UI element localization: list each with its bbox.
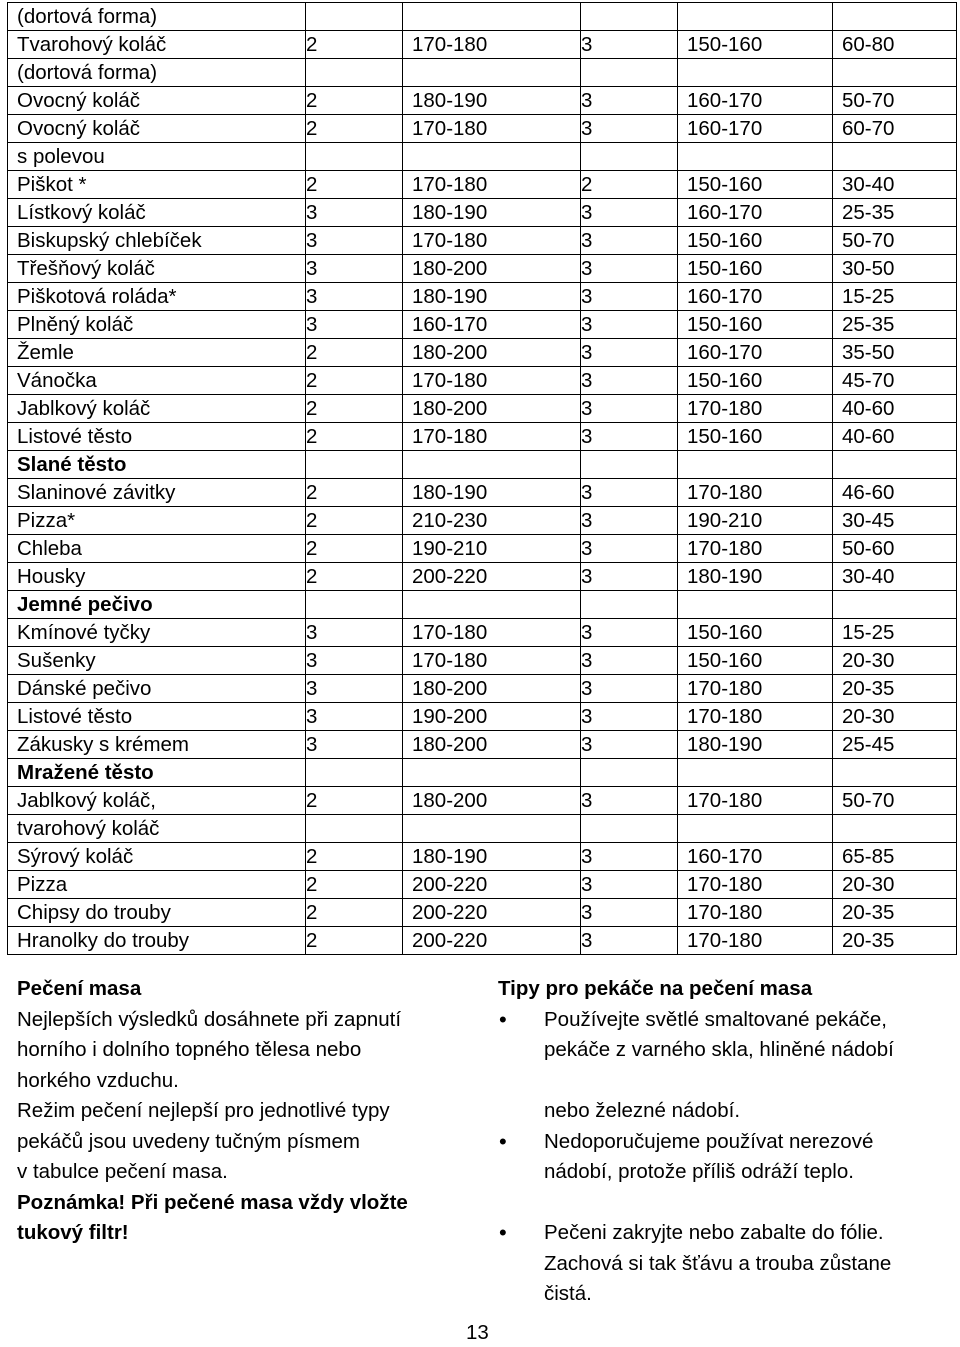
- value-cell: 170-180: [403, 115, 581, 143]
- value-cell: 30-40: [833, 563, 957, 591]
- table-row: [8, 563, 957, 591]
- table-row: [8, 227, 957, 255]
- value-cell: 3: [581, 115, 678, 143]
- tip-line: • Používejte světlé smaltované pekáče,: [544, 1007, 887, 1031]
- value-cell: 3: [581, 731, 678, 759]
- tip-line: nebo železné nádobí.: [544, 1099, 741, 1122]
- table-row: [8, 899, 957, 927]
- value-cell: 2: [306, 423, 403, 451]
- value-cell: [833, 759, 957, 787]
- value-cell: 170-180: [678, 703, 833, 731]
- value-cell: 190-210: [678, 507, 833, 535]
- value-cell: 2: [306, 899, 403, 927]
- value-cell: 3: [581, 423, 678, 451]
- value-cell: 3: [581, 563, 678, 591]
- value-cell: 2: [306, 787, 403, 815]
- value-cell: 180-190: [403, 283, 581, 311]
- value-cell: 3: [581, 619, 678, 647]
- value-cell: 150-160: [678, 255, 833, 283]
- value-cell: 2: [306, 367, 403, 395]
- value-cell: 160-170: [678, 199, 833, 227]
- value-cell: 25-35: [833, 311, 957, 339]
- value-cell: [678, 59, 833, 87]
- value-cell: 170-180: [678, 395, 833, 423]
- value-cell: [306, 591, 403, 619]
- value-cell: 2: [306, 87, 403, 115]
- value-cell: 20-35: [833, 927, 957, 955]
- table-row: [8, 423, 957, 451]
- value-cell: 60-70: [833, 115, 957, 143]
- item-name-cell: Jablkový koláč: [8, 395, 306, 423]
- value-cell: 180-200: [403, 255, 581, 283]
- meat-text-line: v tabulce pečení masa.: [17, 1160, 228, 1183]
- value-cell: 160-170: [678, 339, 833, 367]
- value-cell: 2: [306, 339, 403, 367]
- value-cell: 2: [306, 843, 403, 871]
- table-row: [8, 871, 957, 899]
- item-name-cell: Zákusky s krémem: [8, 731, 306, 759]
- value-cell: 50-70: [833, 87, 957, 115]
- value-cell: 2: [306, 31, 403, 59]
- item-name-cell: Pizza*: [8, 507, 306, 535]
- value-cell: [306, 59, 403, 87]
- value-cell: 210-230: [403, 507, 581, 535]
- item-name-cell: Slané těsto: [8, 451, 306, 479]
- meat-text-line: horkého vzduchu.: [17, 1068, 179, 1092]
- value-cell: 3: [306, 311, 403, 339]
- value-cell: [678, 815, 833, 843]
- value-cell: 3: [581, 507, 678, 535]
- item-name-cell: Chipsy do trouby: [8, 899, 306, 927]
- value-cell: 3: [306, 647, 403, 675]
- table-row: [8, 31, 957, 59]
- value-cell: [833, 143, 957, 171]
- value-cell: 180-190: [403, 843, 581, 871]
- tip-bullet-3: [498, 1218, 958, 1310]
- value-cell: 3: [581, 339, 678, 367]
- table-row: [8, 703, 957, 731]
- value-cell: [678, 591, 833, 619]
- table-row: [8, 199, 957, 227]
- item-name-cell: Vánočka: [8, 367, 306, 395]
- value-cell: [403, 759, 581, 787]
- item-name-cell: Hranolky do trouby: [8, 927, 306, 955]
- table-row: [8, 647, 957, 675]
- meat-roasting-section: [17, 974, 487, 1249]
- value-cell: 3: [306, 703, 403, 731]
- value-cell: [581, 815, 678, 843]
- value-cell: 3: [581, 395, 678, 423]
- value-cell: 3: [581, 255, 678, 283]
- table-row: [8, 535, 957, 563]
- value-cell: 3: [581, 227, 678, 255]
- value-cell: 3: [306, 199, 403, 227]
- value-cell: [581, 451, 678, 479]
- value-cell: 30-50: [833, 255, 957, 283]
- value-cell: 160-170: [403, 311, 581, 339]
- value-cell: [403, 451, 581, 479]
- value-cell: 180-190: [403, 479, 581, 507]
- value-cell: 45-70: [833, 367, 957, 395]
- value-cell: 180-200: [403, 395, 581, 423]
- value-cell: 3: [581, 787, 678, 815]
- value-cell: 150-160: [678, 311, 833, 339]
- value-cell: 3: [306, 675, 403, 703]
- value-cell: 2: [306, 563, 403, 591]
- table-row: [8, 339, 957, 367]
- tips-heading: Tipy pro pekáče na pečení masa: [498, 977, 813, 1000]
- value-cell: 160-170: [678, 87, 833, 115]
- meat-text-line: pekáčů jsou uvedeny tučným písmem: [17, 1129, 360, 1153]
- value-cell: [581, 591, 678, 619]
- value-cell: 3: [581, 647, 678, 675]
- item-name-cell: Ovocný koláč: [8, 115, 306, 143]
- table-row: [8, 171, 957, 199]
- table-row: [8, 367, 957, 395]
- meat-text-line: horního i dolního topného tělesa nebo: [17, 1038, 362, 1061]
- value-cell: [833, 815, 957, 843]
- value-cell: 3: [306, 731, 403, 759]
- value-cell: 170-180: [678, 479, 833, 507]
- value-cell: 190-200: [403, 703, 581, 731]
- item-name-cell: Listové těsto: [8, 423, 306, 451]
- table-row: [8, 619, 957, 647]
- value-cell: [678, 451, 833, 479]
- value-cell: 180-200: [403, 339, 581, 367]
- value-cell: [581, 59, 678, 87]
- meat-text-line: Nejlepších výsledků dosáhnete při zapnutí: [17, 1007, 402, 1031]
- tip-line: • Nedoporučujeme používat nerezové: [544, 1129, 874, 1153]
- value-cell: [403, 143, 581, 171]
- value-cell: 50-60: [833, 535, 957, 563]
- note-line: tukový filtr!: [17, 1221, 129, 1244]
- table-row: [8, 479, 957, 507]
- value-cell: 3: [306, 227, 403, 255]
- value-cell: 170-180: [403, 171, 581, 199]
- value-cell: 2: [306, 927, 403, 955]
- value-cell: 35-50: [833, 339, 957, 367]
- value-cell: [833, 59, 957, 87]
- value-cell: [403, 815, 581, 843]
- value-cell: 150-160: [678, 619, 833, 647]
- value-cell: 30-40: [833, 171, 957, 199]
- item-name-cell: Kmínové tyčky: [8, 619, 306, 647]
- value-cell: 25-35: [833, 199, 957, 227]
- value-cell: 60-80: [833, 31, 957, 59]
- value-cell: 3: [581, 535, 678, 563]
- table-row: [8, 283, 957, 311]
- value-cell: 180-190: [403, 87, 581, 115]
- value-cell: [306, 759, 403, 787]
- item-name-cell: Listové těsto: [8, 703, 306, 731]
- item-name-cell: Plněný koláč: [8, 311, 306, 339]
- item-name-cell: Dánské pečivo: [8, 675, 306, 703]
- item-name-cell: Sýrový koláč: [8, 843, 306, 871]
- page-number: 13: [466, 1321, 489, 1344]
- item-name-cell: Mražené těsto: [8, 759, 306, 787]
- tip-line: čistá.: [544, 1282, 592, 1305]
- value-cell: 3: [581, 927, 678, 955]
- note-line: Poznámka! Při pečené masa vždy vložte: [17, 1190, 408, 1214]
- value-cell: 65-85: [833, 843, 957, 871]
- value-cell: 3: [581, 283, 678, 311]
- value-cell: [581, 143, 678, 171]
- value-cell: 46-60: [833, 479, 957, 507]
- value-cell: 3: [306, 283, 403, 311]
- value-cell: [678, 759, 833, 787]
- table-row: [8, 115, 957, 143]
- value-cell: 150-160: [678, 227, 833, 255]
- item-name-cell: s polevou: [8, 143, 306, 171]
- item-name-cell: Tvarohový koláč: [8, 31, 306, 59]
- value-cell: 160-170: [678, 283, 833, 311]
- item-name-cell: Slaninové závitky: [8, 479, 306, 507]
- item-name-cell: Sušenky: [8, 647, 306, 675]
- table-row: [8, 255, 957, 283]
- value-cell: [306, 143, 403, 171]
- table-row: [8, 591, 957, 619]
- value-cell: 170-180: [678, 675, 833, 703]
- item-name-cell: Ovocný koláč: [8, 87, 306, 115]
- value-cell: 180-200: [403, 731, 581, 759]
- value-cell: 20-30: [833, 647, 957, 675]
- value-cell: 40-60: [833, 423, 957, 451]
- value-cell: 170-180: [403, 647, 581, 675]
- table-row: [8, 675, 957, 703]
- value-cell: 30-45: [833, 507, 957, 535]
- value-cell: 20-35: [833, 899, 957, 927]
- value-cell: 3: [581, 703, 678, 731]
- value-cell: 170-180: [678, 927, 833, 955]
- value-cell: 3: [581, 367, 678, 395]
- value-cell: [306, 3, 403, 31]
- value-cell: [403, 591, 581, 619]
- item-name-cell: Jablkový koláč,: [8, 787, 306, 815]
- value-cell: [306, 451, 403, 479]
- value-cell: 190-210: [403, 535, 581, 563]
- value-cell: [833, 591, 957, 619]
- item-name-cell: Piškot *: [8, 171, 306, 199]
- item-name-cell: (dortová forma): [8, 59, 306, 87]
- value-cell: 40-60: [833, 395, 957, 423]
- table-row: [8, 787, 957, 815]
- item-name-cell: Biskupský chlebíček: [8, 227, 306, 255]
- value-cell: 2: [306, 171, 403, 199]
- value-cell: 20-30: [833, 703, 957, 731]
- value-cell: 160-170: [678, 843, 833, 871]
- tip-line: • Pečeni zakryjte nebo zabalte do fólie.: [544, 1221, 884, 1244]
- value-cell: 15-25: [833, 619, 957, 647]
- value-cell: 200-220: [403, 927, 581, 955]
- item-name-cell: (dortová forma): [8, 3, 306, 31]
- table-row: [8, 759, 957, 787]
- value-cell: 3: [306, 255, 403, 283]
- value-cell: 3: [581, 311, 678, 339]
- value-cell: 170-180: [403, 619, 581, 647]
- value-cell: 170-180: [678, 535, 833, 563]
- value-cell: 3: [581, 675, 678, 703]
- value-cell: 2: [306, 479, 403, 507]
- value-cell: 160-170: [678, 115, 833, 143]
- item-name-cell: Žemle: [8, 339, 306, 367]
- value-cell: 25-45: [833, 731, 957, 759]
- table-row: [8, 815, 957, 843]
- table-row: [8, 507, 957, 535]
- value-cell: [678, 3, 833, 31]
- tip-line: pekáče z varného skla, hliněné nádobí: [544, 1038, 894, 1061]
- value-cell: 3: [306, 619, 403, 647]
- tip-line: Zachová si tak šťávu a trouba zůstane: [544, 1251, 892, 1275]
- table-row: [8, 451, 957, 479]
- value-cell: 3: [581, 871, 678, 899]
- item-name-cell: tvarohový koláč: [8, 815, 306, 843]
- table-row: [8, 843, 957, 871]
- value-cell: 2: [306, 535, 403, 563]
- value-cell: [403, 3, 581, 31]
- value-cell: 3: [581, 843, 678, 871]
- value-cell: 180-190: [403, 199, 581, 227]
- value-cell: 150-160: [678, 31, 833, 59]
- value-cell: 150-160: [678, 647, 833, 675]
- value-cell: 3: [581, 899, 678, 927]
- item-name-cell: Chleba: [8, 535, 306, 563]
- value-cell: 50-70: [833, 227, 957, 255]
- tip-line: nádobí, protože příliš odráží teplo.: [544, 1160, 854, 1183]
- value-cell: 20-30: [833, 871, 957, 899]
- value-cell: 180-190: [678, 563, 833, 591]
- value-cell: 150-160: [678, 423, 833, 451]
- table-row: [8, 731, 957, 759]
- value-cell: 180-190: [678, 731, 833, 759]
- item-name-cell: Piškotová roláda*: [8, 283, 306, 311]
- value-cell: 2: [306, 507, 403, 535]
- tip-bullet-1: [498, 1005, 958, 1127]
- meat-text-line: Režim pečení nejlepší pro jednotlivé typy: [17, 1099, 390, 1122]
- value-cell: 3: [581, 87, 678, 115]
- value-cell: 50-70: [833, 787, 957, 815]
- meat-roasting-heading: Pečení masa: [17, 977, 142, 1000]
- value-cell: 170-180: [403, 367, 581, 395]
- table-row: [8, 3, 957, 31]
- value-cell: 170-180: [678, 899, 833, 927]
- value-cell: 200-220: [403, 563, 581, 591]
- tips-section: [498, 974, 958, 1310]
- value-cell: 2: [306, 871, 403, 899]
- item-name-cell: Třešňový koláč: [8, 255, 306, 283]
- value-cell: 170-180: [403, 227, 581, 255]
- value-cell: 200-220: [403, 899, 581, 927]
- value-cell: 170-180: [678, 871, 833, 899]
- value-cell: 170-180: [678, 787, 833, 815]
- tip-bullet-2: [498, 1127, 958, 1188]
- value-cell: [403, 59, 581, 87]
- value-cell: 170-180: [403, 423, 581, 451]
- value-cell: 2: [306, 115, 403, 143]
- value-cell: 170-180: [403, 31, 581, 59]
- value-cell: 200-220: [403, 871, 581, 899]
- table-row: [8, 311, 957, 339]
- value-cell: [581, 759, 678, 787]
- value-cell: 2: [306, 395, 403, 423]
- item-name-cell: Jemné pečivo: [8, 591, 306, 619]
- value-cell: [678, 143, 833, 171]
- value-cell: 3: [581, 479, 678, 507]
- table-row: [8, 927, 957, 955]
- value-cell: 3: [581, 31, 678, 59]
- table-row: [8, 143, 957, 171]
- value-cell: 180-200: [403, 675, 581, 703]
- value-cell: 180-200: [403, 787, 581, 815]
- value-cell: [581, 3, 678, 31]
- value-cell: 150-160: [678, 367, 833, 395]
- value-cell: 15-25: [833, 283, 957, 311]
- value-cell: [833, 451, 957, 479]
- value-cell: 20-35: [833, 675, 957, 703]
- item-name-cell: Pizza: [8, 871, 306, 899]
- table-row: [8, 87, 957, 115]
- item-name-cell: Housky: [8, 563, 306, 591]
- baking-table: [7, 2, 957, 955]
- value-cell: 3: [581, 199, 678, 227]
- value-cell: 150-160: [678, 171, 833, 199]
- value-cell: 2: [581, 171, 678, 199]
- value-cell: [306, 815, 403, 843]
- table-row: [8, 395, 957, 423]
- item-name-cell: Lístkový koláč: [8, 199, 306, 227]
- table-row: [8, 59, 957, 87]
- value-cell: [833, 3, 957, 31]
